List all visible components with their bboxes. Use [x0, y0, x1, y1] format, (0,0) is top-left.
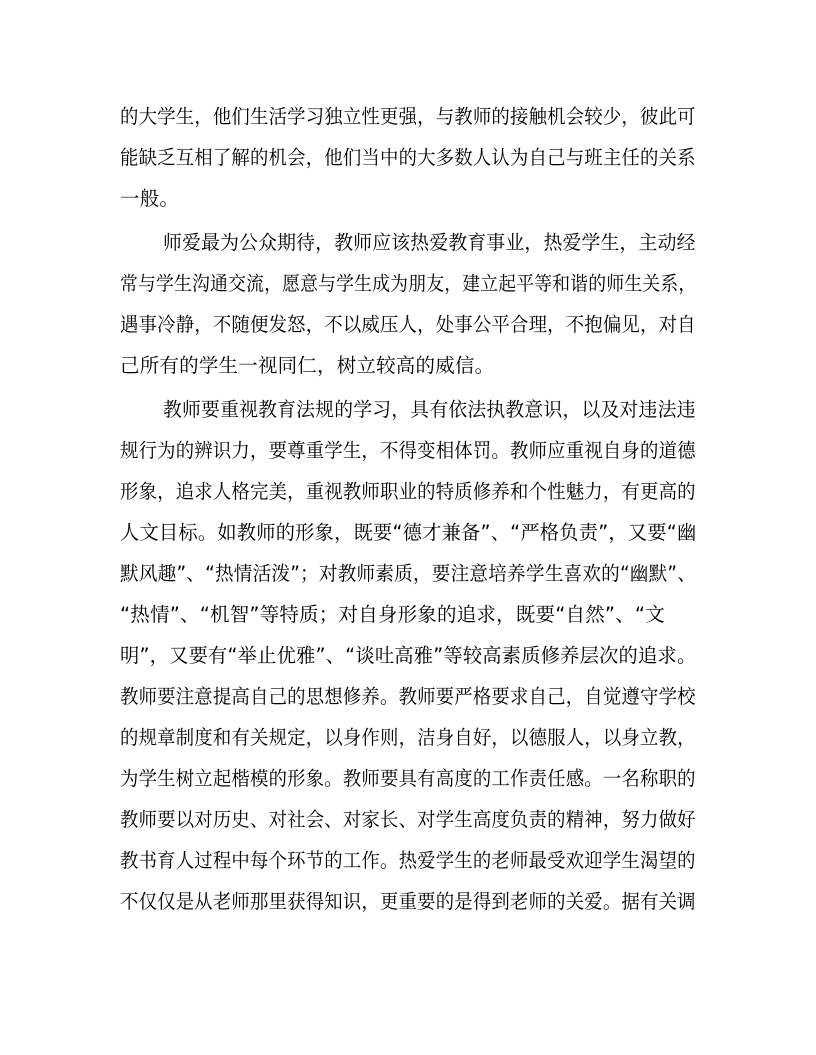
text-line: 明”，又要有“举止优雅”、“谈吐高雅”等较高素质修养层次的追求。 [120, 644, 697, 667]
text-line: 一般。 [120, 187, 180, 210]
text-line: 形象，追求人格完美，重视教师职业的特质修养和个性魅力，有更高的 [120, 480, 696, 503]
text-line: 师爱最为公众期待，教师应该热爱教育事业，热爱学生，主动经 [163, 231, 696, 254]
text-line: 规行为的辨识力，要尊重学生，不得变相体罚。教师应重视自身的道德 [120, 439, 696, 462]
text-line: 遇事冷静，不随便发怒，不以威压人，处事公平合理，不抱偏见，对自 [120, 313, 696, 336]
text-line: 教师要重视教育法规的学习，具有依法执教意识，以及对违法违 [163, 398, 696, 421]
text-line: “热情”、“机智”等特质；对自身形象的追求，既要“自然”、“文 [120, 603, 665, 626]
text-line: 不仅仅是从老师那里获得知识，更重要的是得到老师的关爱。据有关调 [120, 890, 696, 913]
text-line: 默风趣”、“热情活泼”；对教师素质，要注意培养学生喜欢的“幽默”、 [120, 562, 697, 585]
text-line: 教书育人过程中每个环节的工作。热爱学生的老师最受欢迎学生渴望的 [120, 849, 696, 872]
text-line: 的大学生，他们生活学习独立性更强，与教师的接触机会较少，彼此可 [120, 105, 696, 128]
text-line: 己所有的学生一视同仁，树立较高的威信。 [120, 354, 495, 377]
text-line: 的规章制度和有关规定，以身作则，洁身自好，以德服人，以身立教， [120, 726, 696, 749]
text-line: 人文目标。如教师的形象，既要“德才兼备”、“严格负责”，又要“幽 [120, 521, 697, 544]
text-line: 能缺乏互相了解的机会，他们当中的大多数人认为自己与班主任的关系 [120, 146, 696, 169]
text-line: 教师要以对历史、对社会、对家长、对学生高度负责的精神，努力做好 [120, 808, 696, 831]
text-line: 为学生树立起楷模的形象。教师要具有高度的工作责任感。一名称职的 [120, 767, 696, 790]
text-line: 教师要注意提高自己的思想修养。教师要严格要求自己，自觉遵守学校 [120, 685, 696, 708]
text-line: 常与学生沟通交流，愿意与学生成为朋友，建立起平等和谐的师生关系， [120, 272, 697, 295]
